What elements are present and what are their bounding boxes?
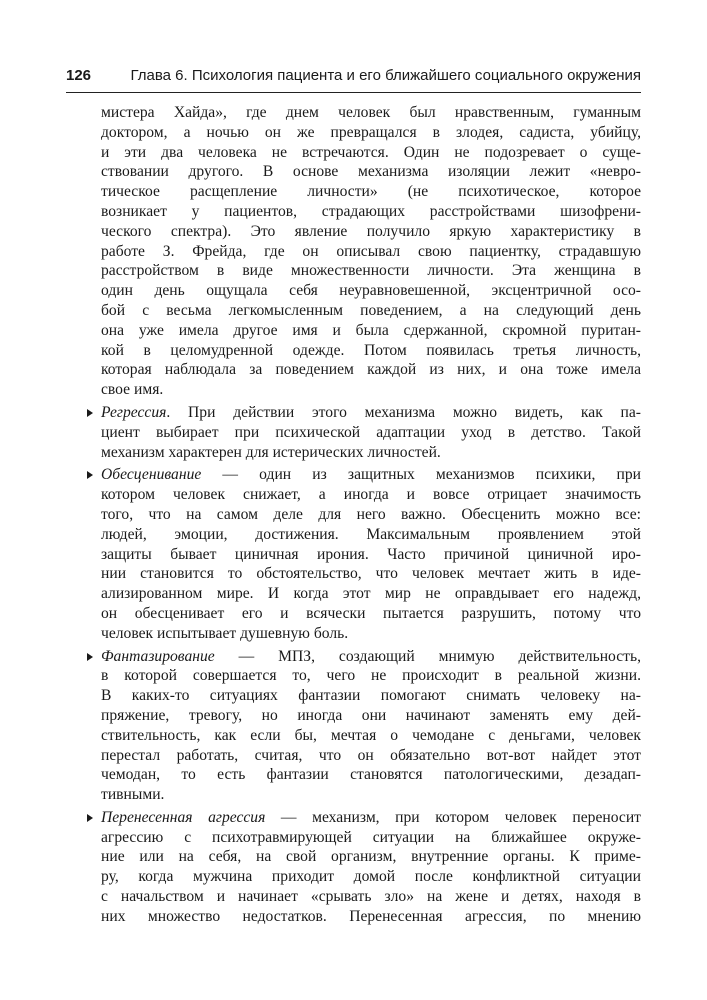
bullet-item [101, 647, 641, 805]
text-line: циент выбирает при психической адаптации уход в детство. Такой [101, 423, 641, 441]
bullet-list [101, 403, 641, 927]
text-line: бой с весьма легкомысленным поведением, а на следующий день [101, 301, 641, 319]
text-line: ру, когда мужчина приходит домой после конфликтной ситуации [101, 868, 641, 886]
bullet-term: Регрессия [101, 403, 167, 421]
bullet-text: — МПЗ, создающий мнимую действительность, [214, 647, 641, 665]
text-line: нии становится то обстоятельство, что человек мечтает жить в иде- [101, 565, 641, 583]
text-line: чемодан, то есть фантазии становятся патологическими, дезадап- [101, 766, 641, 784]
triangle-bullet-icon [87, 814, 93, 822]
text-line [101, 403, 641, 423]
text-line: мистера Хайда», где днем человек был нравственным, гуманным [101, 104, 641, 121]
bullet-text: — механизм, при котором человек переносит [265, 808, 641, 826]
bullet-text: — один из защитных механизмов психики, при [201, 466, 641, 484]
bullet-term: Фантазирование [101, 647, 215, 665]
text-line: агрессию с психотравмирующей ситуации на ближайшее окруже- [101, 828, 641, 846]
text-line: ализированном мире. И когда этот мир не оправдывает его надежд, [101, 585, 641, 603]
text-line: которая наблюдала за поведением каждой из них, и она тоже имела [101, 361, 641, 379]
text-line: котором человек снижает, а иногда и вовсе отрицает значимость [101, 486, 641, 504]
bullet-item [101, 465, 641, 643]
text-line: свое имя. [101, 381, 164, 399]
text-line: кой в целомудренной одежде. Потом появилась третья личность, [101, 341, 641, 359]
chapter-title: Глава 6. Психология пациента и его ближайшего социального окружения [130, 67, 641, 84]
text-line: доктором, а ночью он же превращался в злодея, садиста, убийцу, [101, 123, 641, 141]
triangle-bullet-icon [87, 653, 93, 661]
text-line: работе З. Фрейда, где он описывал свою пациентку, страдавшую [101, 242, 641, 260]
running-header [66, 64, 641, 93]
text-line: ние или на себя, на свой организм, внутренние органы. К приме- [101, 848, 641, 866]
text-line: расстройством в виде множественности личности. Эта женщина в [101, 262, 641, 280]
text-line [101, 808, 641, 828]
text-line [101, 465, 641, 485]
text-line: тивными. [101, 786, 165, 804]
text-line: один день ощущала себя неуравновешенной, эксцентричной осо- [101, 282, 641, 300]
text-line: ствовании другого. В основе механизма изоляции лежит «невро- [101, 163, 641, 181]
text-line: и эти два человека не встречаются. Один не подозревает о суще- [101, 143, 641, 161]
text-line: тическое расщепление личности» (не психотическое, которое [101, 183, 641, 201]
text-line: механизм характерен для истерических личностей. [101, 443, 441, 461]
bullet-term: Перенесенная агрессия [101, 808, 266, 826]
text-line: того, что на самом деле для него важно. Обесценить можно все: [101, 505, 641, 523]
bullet-term: Обесценивание [101, 466, 202, 484]
bullet-text: . При действии этого механизма можно видеть, как па- [166, 403, 641, 421]
text-line: возникает у пациентов, страдающих расстройствами шизофрени- [101, 202, 641, 220]
text-line: них множество недостатков. Перенесенная агрессия, по мнению [101, 907, 641, 925]
text-line: защиты бывает циничная ирония. Часто причиной циничной иро- [101, 545, 641, 563]
bullet-item [101, 403, 641, 462]
text-line: человек испытывает душевную боль. [101, 624, 349, 642]
text-line: В каких-то ситуациях фантазии помогают снимать человеку на- [101, 687, 641, 705]
text-line: в которой совершается то, чего не происходит в реальной жизни. [101, 667, 641, 685]
triangle-bullet-icon [87, 471, 93, 479]
text-line [101, 647, 641, 667]
text-line: ствительность, как если бы, мечтая о чемодане с деньгами, человек [101, 726, 641, 744]
text-line: он обесценивает его и всячески пытается разрушить, потому что [101, 604, 641, 622]
intro-paragraph [101, 103, 641, 400]
page-number: 126 [66, 67, 92, 84]
text-line: с начальством и начинает «срывать зло» на жене и детях, находя в [101, 888, 641, 906]
body-text [101, 103, 641, 927]
text-line: она уже имела другое имя и была сдержанной, скромной пуритан- [101, 321, 641, 339]
triangle-bullet-icon [87, 409, 93, 417]
text-line: людей, эмоции, достижения. Максимальным проявлением этой [101, 525, 641, 543]
bullet-item [101, 808, 641, 927]
text-line: ческого спектра). Это явление получило яркую характеристику в [101, 222, 641, 240]
text-line: перестал работать, считая, что он обязательно вот-вот найдет этот [101, 746, 641, 764]
text-line: пряжение, тревогу, но иногда они начинают заменять ему дей- [101, 706, 641, 724]
